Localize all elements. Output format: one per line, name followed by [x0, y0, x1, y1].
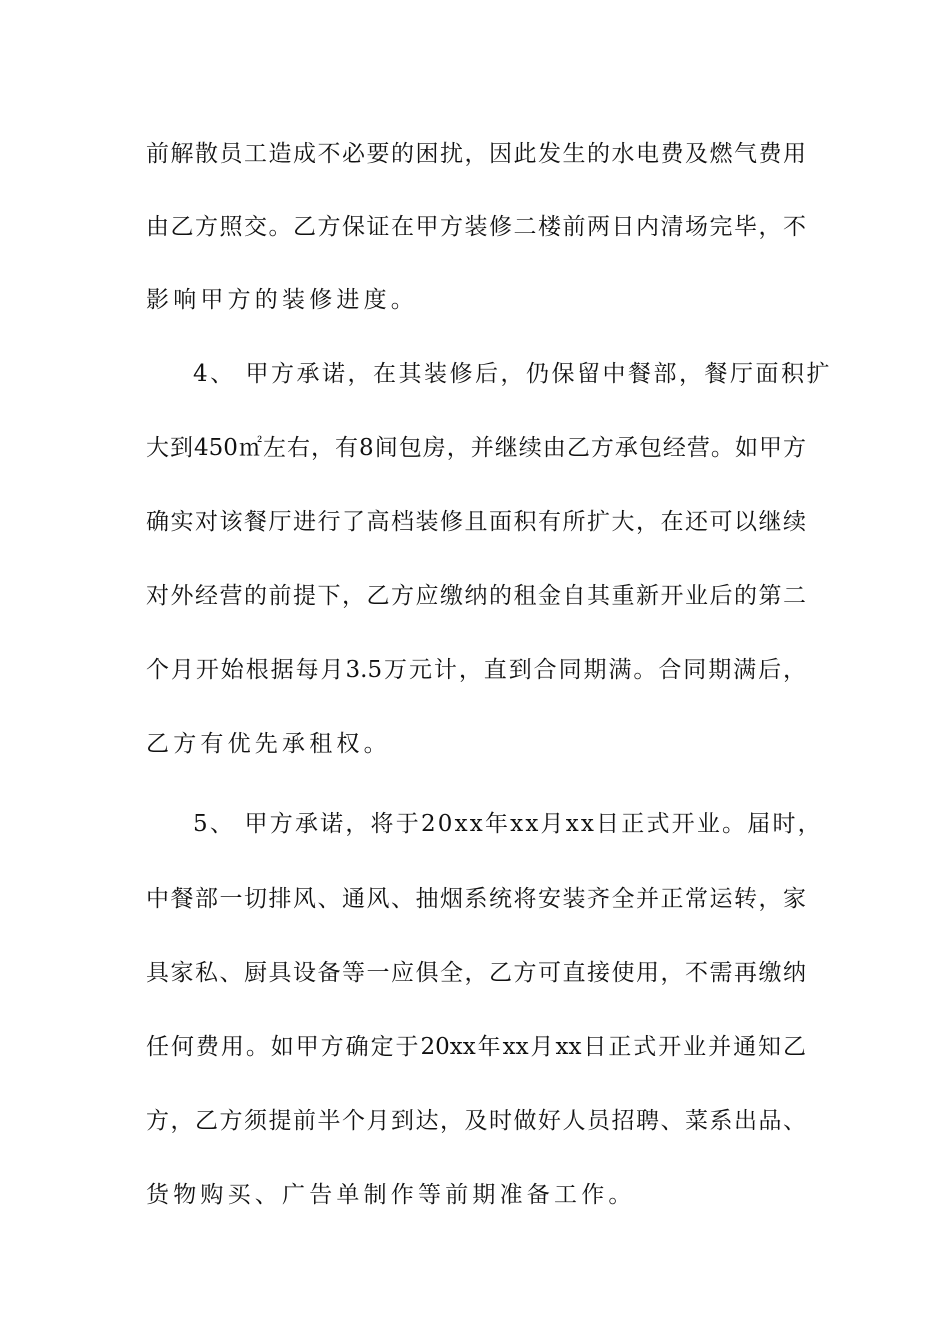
paragraph-line: 任何费用。如甲方确定于20xx年xx月xx日正式开业并通知乙: [146, 1034, 806, 1060]
paragraph-line: 确实对该餐厅进行了高档装修且面积有所扩大，在还可以继续: [146, 509, 806, 535]
paragraph-line: 大到450㎡左右，有8间包房，并继续由乙方承包经营。如甲方: [146, 435, 806, 461]
paragraph-line: 个月开始根据每月3.5万元计，直到合同期满。合同期满后，: [146, 657, 806, 683]
paragraph-line: 中餐部一切排风、通风、抽烟系统将安装齐全并正常运转，家: [146, 886, 806, 912]
paragraph-line: 乙方有优先承租权。: [146, 731, 391, 757]
paragraph-line: 前解散员工造成不必要的困扰，因此发生的水电费及燃气费用: [146, 141, 806, 167]
paragraph-line: 具家私、厨具设备等一应俱全，乙方可直接使用，不需再缴纳: [146, 960, 806, 986]
clause-4-first-line: 4、 甲方承诺，在其装修后，仍保留中餐部，餐厅面积扩: [193, 361, 832, 387]
paragraph-line: 对外经营的前提下，乙方应缴纳的租金自其重新开业后的第二: [146, 583, 806, 609]
paragraph-line: 货物购买、广告单制作等前期准备工作。: [146, 1182, 636, 1208]
paragraph-line: 影响甲方的装修进度。: [146, 287, 418, 313]
clause-5-first-line: 5、 甲方承诺，将于20xx年xx月xx日正式开业。届时，: [193, 811, 823, 837]
paragraph-line: 由乙方照交。乙方保证在甲方装修二楼前两日内清场完毕，不: [146, 214, 806, 240]
paragraph-line: 方，乙方须提前半个月到达，及时做好人员招聘、菜系出品、: [146, 1108, 806, 1134]
